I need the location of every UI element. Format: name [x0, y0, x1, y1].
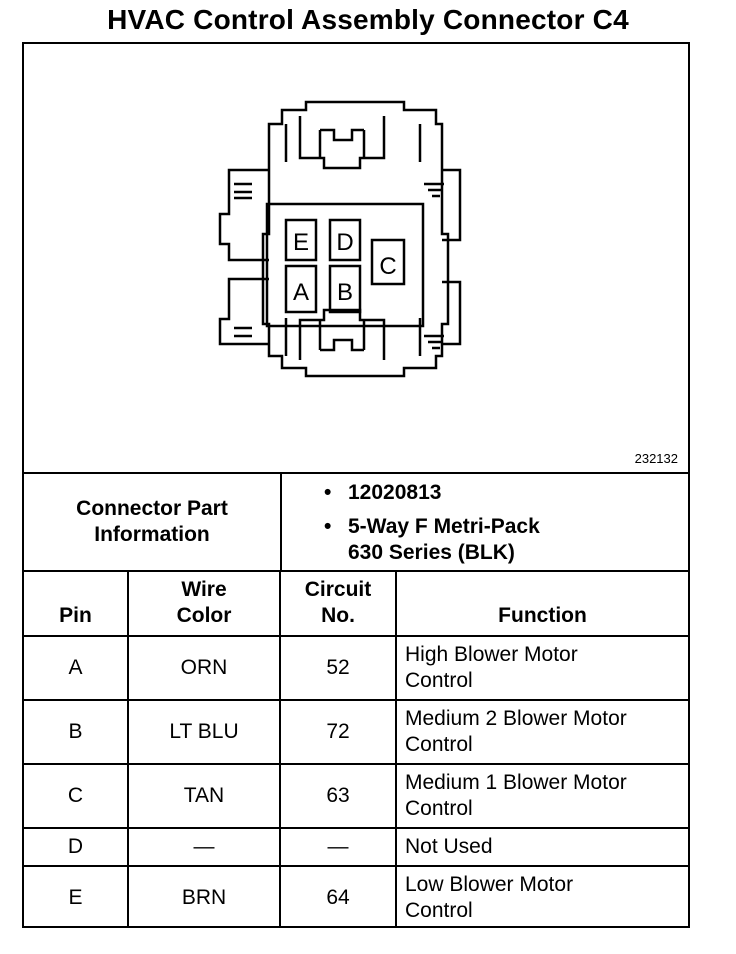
- connector-info-label: [24, 474, 282, 570]
- connector-info-label-line1: Connector Part: [76, 497, 228, 520]
- header-pin: Pin: [24, 572, 128, 636]
- table-row: [24, 764, 688, 828]
- connector-info-label-line2: Information: [94, 523, 210, 546]
- connector-sheet: [22, 42, 690, 928]
- connector-face-drawing: [24, 44, 688, 472]
- header-circuit-no: Circuit No.: [280, 572, 396, 636]
- table-row: [24, 828, 688, 866]
- table-header-row: [24, 572, 688, 636]
- pin-table: [24, 572, 688, 928]
- circuit-cell: 64: [280, 866, 396, 928]
- pin-label-e: E: [292, 229, 310, 256]
- wire-color-cell: —: [128, 828, 280, 866]
- bullet-icon: •: [324, 515, 332, 538]
- wire-color-cell: LT BLU: [128, 700, 280, 764]
- circuit-cell: 63: [280, 764, 396, 828]
- figure-id: 232132: [634, 451, 678, 466]
- table-row: [24, 700, 688, 764]
- table-row: [24, 636, 688, 700]
- function-cell: High Blower Motor Control: [396, 636, 688, 700]
- header-function: Function: [396, 572, 688, 636]
- connector-part-information: [24, 474, 688, 572]
- header-wire-color: Wire Color: [128, 572, 280, 636]
- pin-label-c: C: [379, 253, 397, 280]
- table-row: [24, 866, 688, 928]
- connector-description-line1: 5-Way F Metri-Pack: [348, 515, 540, 538]
- connector-description-line2: 630 Series (BLK): [348, 541, 515, 564]
- circuit-cell: 72: [280, 700, 396, 764]
- wire-color-cell: ORN: [128, 636, 280, 700]
- pin-label-a: A: [292, 279, 310, 306]
- function-cell: Medium 1 Blower Motor Control: [396, 764, 688, 828]
- part-number: 12020813: [348, 481, 442, 504]
- pin-cell: B: [24, 700, 128, 764]
- connector-info-values: [282, 474, 688, 570]
- function-cell: Medium 2 Blower Motor Control: [396, 700, 688, 764]
- wire-color-cell: BRN: [128, 866, 280, 928]
- connector-diagram: [24, 44, 688, 474]
- pin-cell: E: [24, 866, 128, 928]
- page-title: HVAC Control Assembly Connector C4: [107, 4, 629, 35]
- function-cell: Not Used: [396, 828, 688, 866]
- pin-cell: A: [24, 636, 128, 700]
- pin-label-d: D: [336, 229, 354, 256]
- circuit-cell: 52: [280, 636, 396, 700]
- pin-label-b: B: [336, 279, 354, 306]
- description-line: [324, 514, 540, 540]
- function-cell: Low Blower Motor Control: [396, 866, 688, 928]
- part-number-line: [324, 480, 441, 506]
- pin-cell: D: [24, 828, 128, 866]
- wire-color-cell: TAN: [128, 764, 280, 828]
- bullet-icon: •: [324, 481, 332, 504]
- pin-cell: C: [24, 764, 128, 828]
- circuit-cell: —: [280, 828, 396, 866]
